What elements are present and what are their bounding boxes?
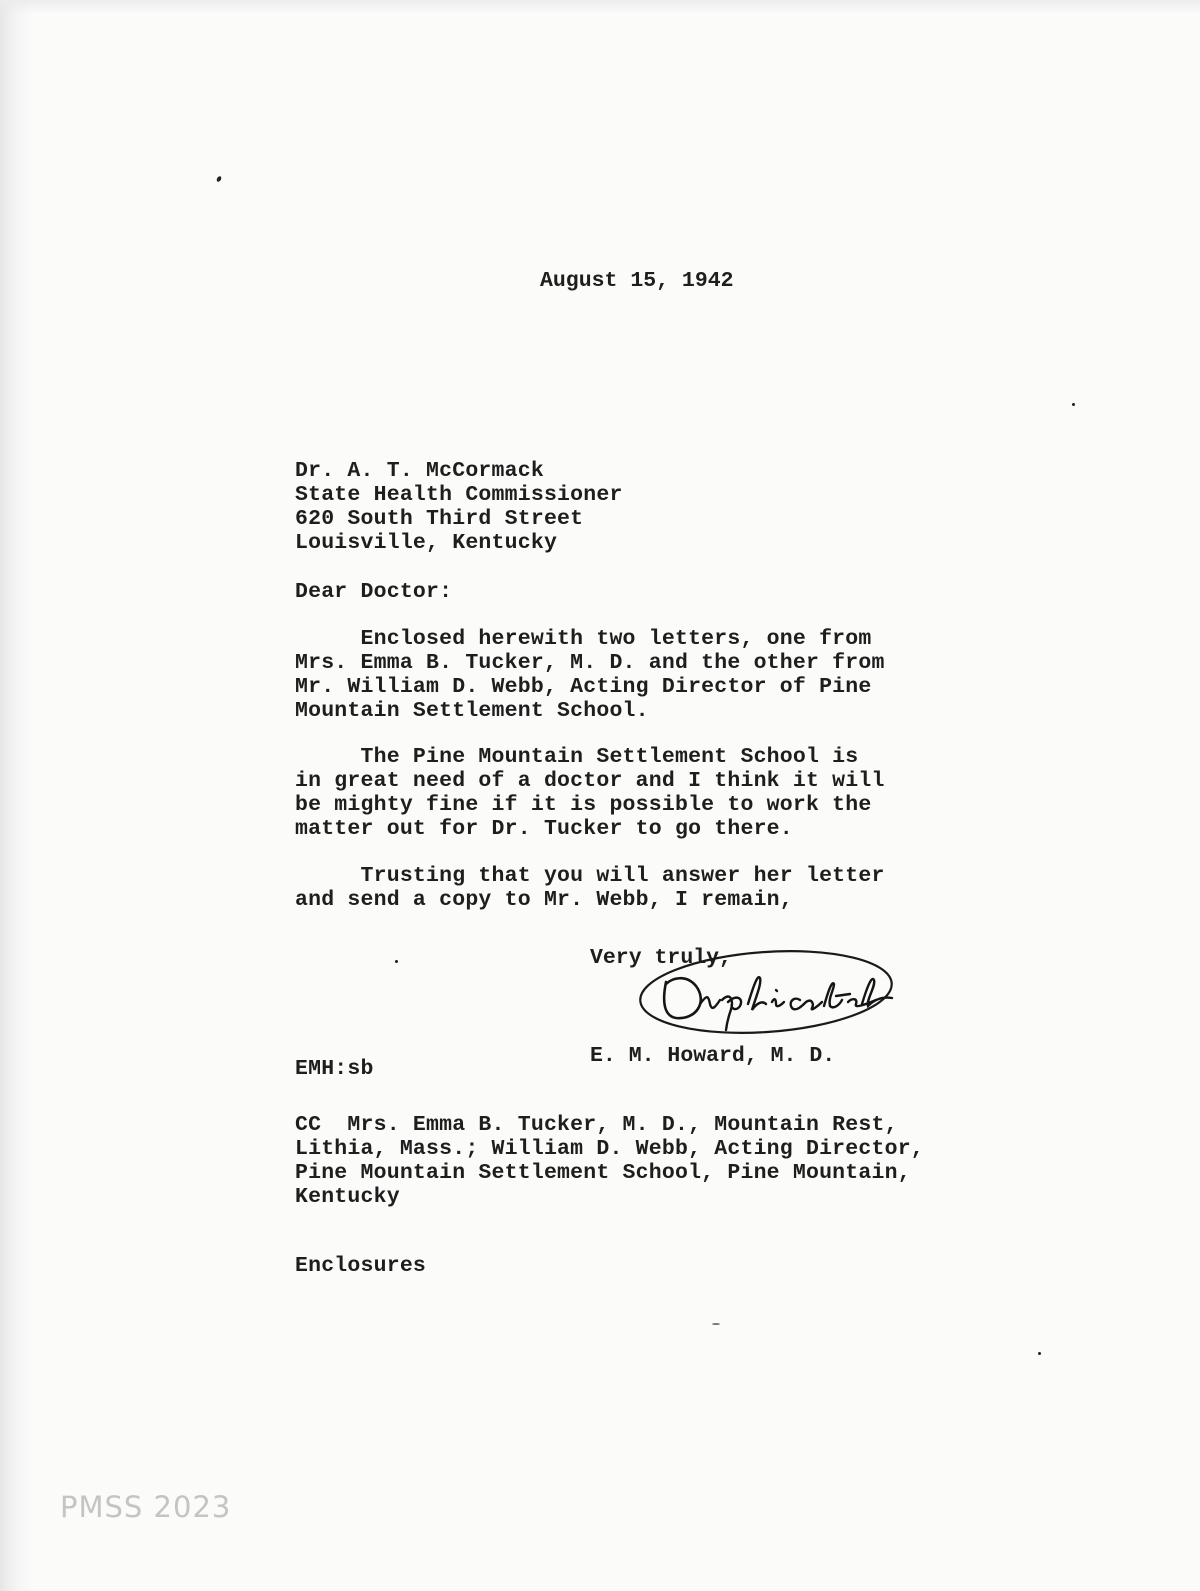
paragraph-line: Trusting that you will answer her letter bbox=[295, 864, 885, 888]
page-edge-shadow bbox=[0, 0, 34, 1591]
recipient-street: 620 South Third Street bbox=[295, 507, 584, 531]
ink-speck bbox=[395, 960, 398, 963]
ink-speck bbox=[1072, 403, 1075, 406]
cc-line: Kentucky bbox=[295, 1185, 400, 1209]
ink-speck bbox=[1038, 1352, 1041, 1355]
salutation: Dear Doctor: bbox=[295, 580, 453, 604]
page-top-shadow bbox=[0, 0, 1200, 14]
recipient-title: State Health Commissioner bbox=[295, 483, 623, 507]
closing: Very truly, bbox=[590, 946, 732, 970]
paragraph-line: Mr. William D. Webb, Acting Director of Pine bbox=[295, 675, 872, 699]
paragraph-line: Mountain Settlement School. bbox=[295, 699, 649, 723]
ink-speck bbox=[216, 175, 222, 182]
duplicate-signature-stamp bbox=[636, 944, 906, 1044]
paragraph-line: in great need of a doctor and I think it will bbox=[295, 769, 885, 793]
cc-line: Pine Mountain Settlement School, Pine Mountain, bbox=[295, 1161, 911, 1185]
cc-line: Lithia, Mass.; William D. Webb, Acting Director, bbox=[295, 1137, 924, 1161]
paragraph-line: and send a copy to Mr. Webb, I remain, bbox=[295, 888, 793, 912]
paragraph-line: matter out for Dr. Tucker to go there. bbox=[295, 817, 793, 841]
paragraph-line: The Pine Mountain Settlement School is bbox=[295, 745, 859, 769]
enclosures-note: Enclosures bbox=[295, 1254, 427, 1278]
recipient-name: Dr. A. T. McCormack bbox=[295, 459, 544, 483]
signer-name: E. M. Howard, M. D. bbox=[590, 1044, 836, 1068]
recipient-city: Louisville, Kentucky bbox=[295, 531, 558, 555]
paragraph-line: Enclosed herewith two letters, one from bbox=[295, 627, 872, 651]
typist-initials: EMH:sb bbox=[295, 1057, 374, 1081]
paragraph-line: Mrs. Emma B. Tucker, M. D. and the other from bbox=[295, 651, 885, 675]
paragraph-line: be mighty fine if it is possible to work the bbox=[295, 793, 872, 817]
archive-watermark: PMSS 2023 bbox=[60, 1490, 232, 1524]
cc-line: CC Mrs. Emma B. Tucker, M. D., Mountain Rest, bbox=[295, 1113, 898, 1137]
ink-speck bbox=[712, 1323, 720, 1325]
letter-date: August 15, 1942 bbox=[540, 269, 734, 293]
